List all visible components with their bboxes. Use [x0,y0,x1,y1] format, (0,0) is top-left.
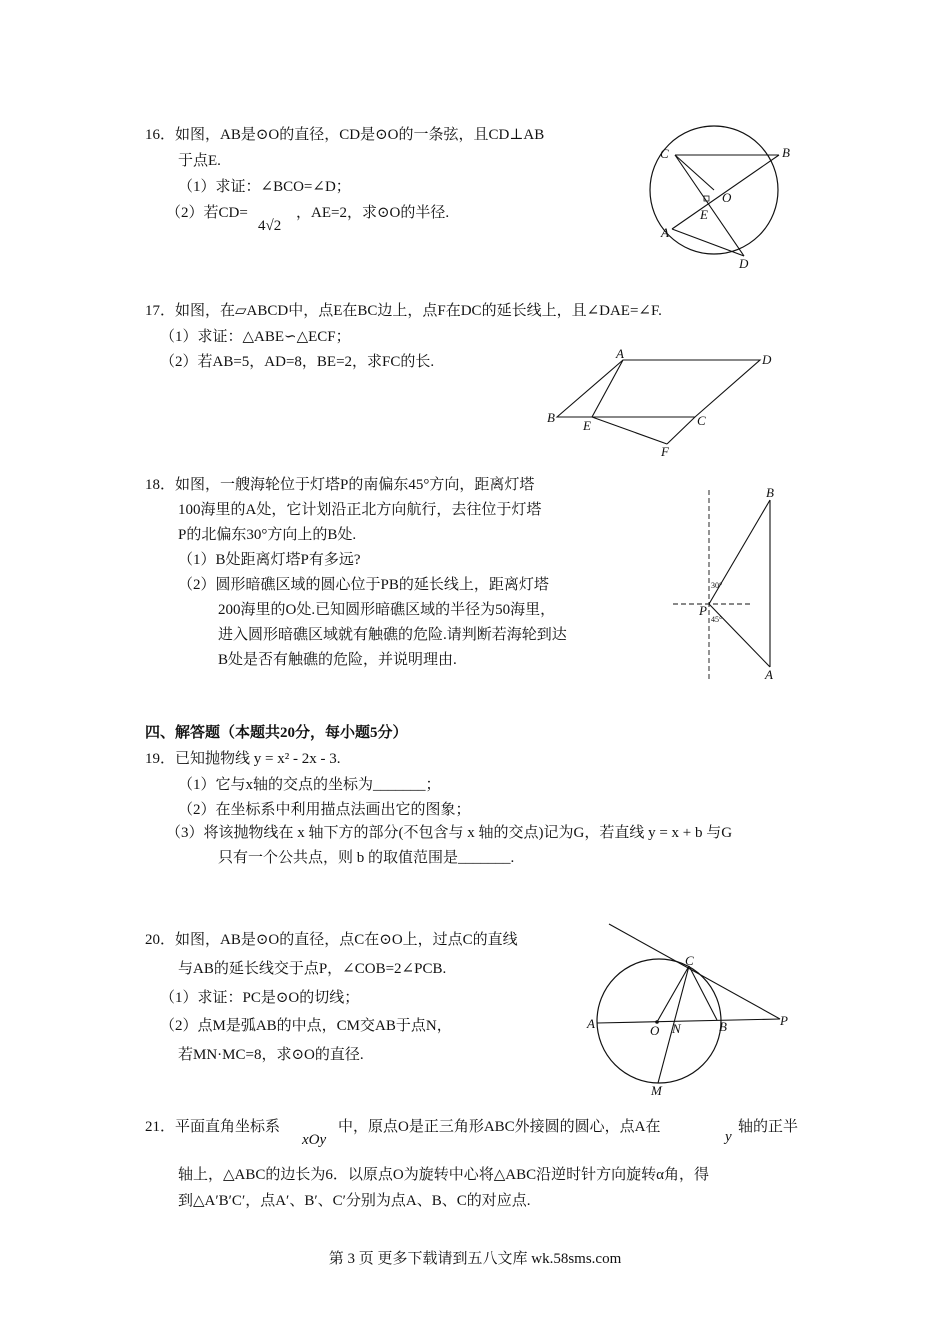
q20-line1: 20．如图，AB是⊙O的直径，点C在⊙O上，过点C的直线 [145,932,518,948]
q20-label-c: C [685,953,694,968]
q21-line2: 轴上，△ABC的边长为6．以原点O为旋转中心将△ABC沿逆时针方向旋转α角，得 [178,1167,709,1183]
q20-label-m: M [651,1083,662,1098]
q16-circle-figure [645,120,790,275]
q18-part2-line1: （2）圆形暗礁区域的圆心位于PB的延长线上，距离灯塔 [178,577,549,593]
q20-part1: （1）求证：PC是⊙O的切线； [160,990,360,1006]
q19-part1: （1）它与x轴的交点的坐标为_______； [178,777,441,793]
q16-part2-a: （2）若CD= [166,205,248,221]
q21-line1-b: 中，原点O是正三角形ABC外接圆的圆心，点A在 [338,1119,661,1135]
q18-navigation-figure [668,482,788,687]
q16-label-o: O [722,190,732,205]
q18-line1: 18．如图，一艘海轮位于灯塔P的南偏东45°方向，距离灯塔 [145,477,535,493]
q18-angle-45: 45° [711,615,723,624]
q20-line2: 与AB的延长线交于点P，∠COB=2∠PCB. [178,961,447,977]
q18-label-b: B [766,485,774,500]
q18-part2-line2: 200海里的O处.已知圆形暗礁区域的半径为50海里， [218,602,556,618]
q20-part2-line2: 若MN·MC=8，求⊙O的直径. [178,1047,364,1063]
q17-label-a: A [616,346,624,361]
q17-label-d: D [762,352,772,367]
q20-label-p: P [780,1013,788,1028]
q17-part1: （1）求证：△ABE∽△ECF； [160,329,351,345]
q20-label-b: B [719,1019,727,1034]
q20-tangent-figure [585,918,800,1103]
q16-part1: （1）求证：∠BCO=∠D； [178,179,351,195]
q16-sqrt-value: 4√2 [258,218,282,234]
q16-part2-b: ，AE=2，求⊙O的半径. [296,205,450,221]
q16-stem-line2: 于点E. [178,153,221,169]
q18-part2-line3: 进入圆形暗礁区域就有触礁的危险.请判断若海轮到达 [218,627,567,643]
q21-y-axis: y [725,1129,732,1145]
q16-stem-line1: 16．如图，AB是⊙O的直径，CD是⊙O的一条弦，且CD⊥AB [145,127,545,143]
q19-part3-line2: 只有一个公共点，则 b 的取值范围是_______. [218,850,515,866]
q18-line3: P的北偏东30°方向上的B处. [178,527,357,543]
q17-part2: （2）若AB=5，AD=8，BE=2，求FC的长. [160,354,435,370]
q18-label-p: P [699,603,707,618]
q16-label-d: D [739,256,749,271]
q17-label-e: E [583,418,591,433]
q20-label-n: N [672,1021,681,1036]
q17-label-f: F [661,444,669,459]
q17-label-c: C [697,413,706,428]
q19-stem: 19．已知抛物线 y = x² - 2x - 3. [145,751,341,767]
q20-part2-line1: （2）点M是弧AB的中点，CM交AB于点N， [160,1018,452,1034]
q17-stem: 17．如图，在▱ABCD中，点E在BC边上，点F在DC的延长线上，且∠DAE=∠F. [145,303,662,319]
q19-part2: （2）在坐标系中利用描点法画出它的图象； [178,802,471,818]
q20-label-o: O [650,1023,660,1038]
q16-label-a: A [661,225,669,240]
q21-line1-a: 21．平面直角坐标系 [145,1119,281,1135]
q17-label-b: B [547,410,555,425]
q16-label-e: E [700,207,708,222]
q18-part2-line4: B处是否有触礁的危险，并说明理由. [218,652,457,668]
q18-label-a: A [765,667,773,682]
page-footer: 第 3 页 更多下载请到五八文库 wk.58sms.com [328,1251,622,1267]
q18-angle-30: 30° [711,581,723,590]
q20-label-a: A [587,1016,595,1031]
q18-line2: 100海里的A处，它计划沿正北方向航行，去往位于灯塔 [178,502,542,518]
q19-part3-line1: （3）将该抛物线在 x 轴下方的部分(不包含与 x 轴的交点)记为G，若直线 y = x + b 与G [166,825,733,841]
q17-parallelogram-figure [540,345,780,463]
section-4-heading: 四、解答题（本题共20分，每小题5分） [145,725,408,741]
q21-line1-c: 轴的正半 [738,1119,799,1135]
q16-label-c: C [660,146,669,161]
q16-label-b: B [782,145,790,160]
q21-line3: 到△A′B′C′，点A′、B′、C′分别为点A、B、C的对应点. [178,1193,531,1209]
q18-part1: （1）B处距离灯塔P有多远? [178,552,361,568]
q21-xoy: xOy [302,1132,327,1148]
